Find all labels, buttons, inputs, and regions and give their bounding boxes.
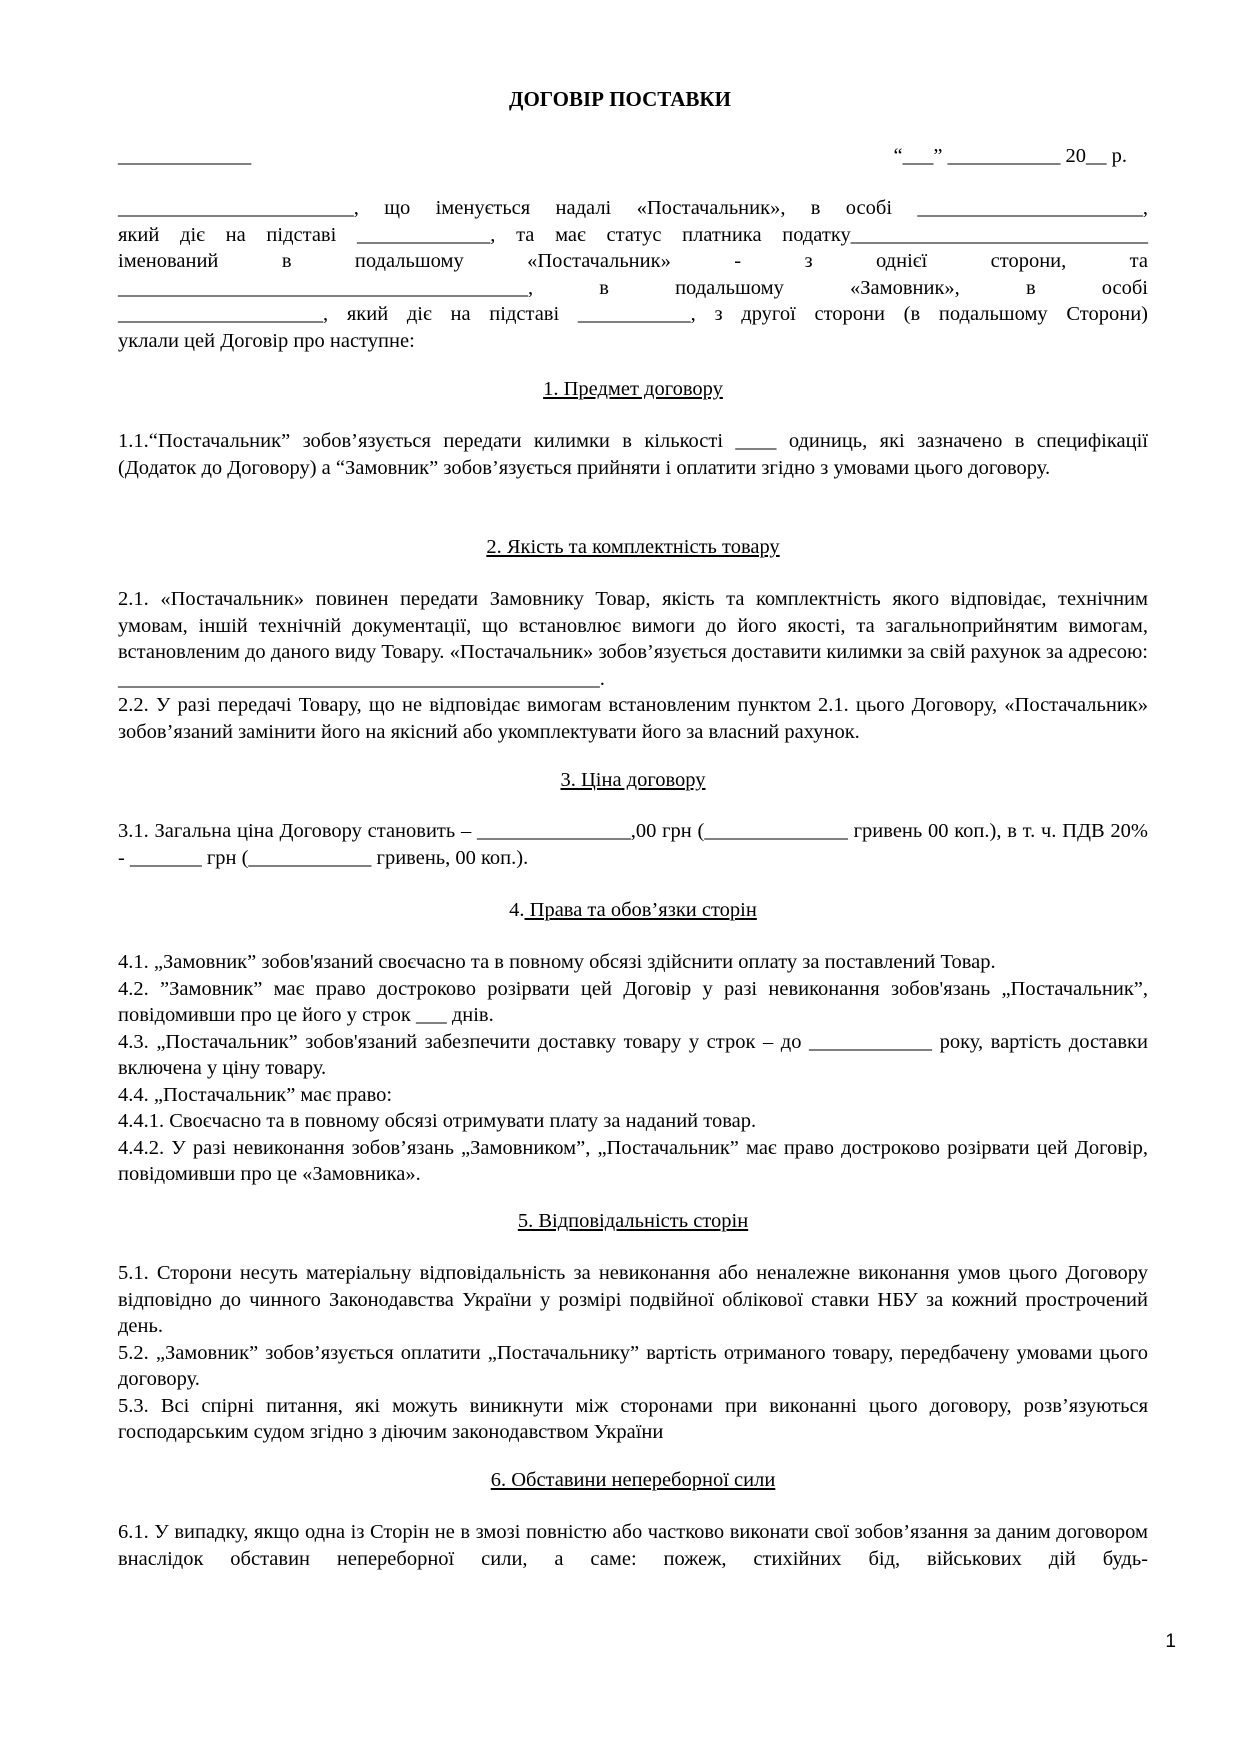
paragraph: 4.3. „Постачальник” зобов'язаний забезпечити доставку товару у строк – до ____________ року, вартість доставки включена у ціну товару. xyxy=(118,1030,1148,1079)
paragraph: 4.2. ”Замовник” має право достроково розірвати цей Договір у разі невиконання зобов'язань „Постачальник”, повідомивши про це його у строк ___ днів. xyxy=(118,977,1148,1026)
preamble-line: _______________________, що іменується надалі «Постачальник», в особі ______________________, xyxy=(118,197,1148,219)
paragraph: 5.2. „Замовник” зобов’язується оплатити „Постачальнику” вартість отриманого товару, передбачену умовами цього договору. xyxy=(118,1341,1148,1390)
paragraph: 4.4.1. Своєчасно та в повному обсязі отримувати плату за наданий товар. xyxy=(118,1110,757,1132)
section-body xyxy=(118,428,1148,481)
section-heading-text: 1. Предмет договору xyxy=(543,378,723,400)
section-heading-number: 4. xyxy=(509,899,525,921)
section-heading-text: 2. Якість та комплектність товару xyxy=(486,536,780,558)
preamble-line: уклали цей Договір про наступне: xyxy=(118,329,415,352)
page-number: 1 xyxy=(1165,1631,1176,1652)
preamble-line: ________________________________________, в подальшому «Замовник», в особі xyxy=(118,276,1148,299)
document-title: ДОГОВІР ПОСТАВКИ xyxy=(509,87,731,111)
preamble-line: іменований в подальшому «Постачальник» - з однієї сторони, та xyxy=(118,250,1148,272)
paragraph: 4.4. „Постачальник” має право: xyxy=(118,1083,393,1106)
paragraph: 5.3. Всі спірні питання, які можуть виникнути між сторонами при виконанні цього договору, розв’язуються господарським судом згідно з діючим законодавством України xyxy=(118,1394,1148,1443)
section-body xyxy=(118,1519,1148,1572)
section-heading xyxy=(118,1208,1148,1235)
section-heading xyxy=(118,897,1148,924)
contract-date: “___” ___________ 20__ р. xyxy=(893,145,1127,167)
paragraph: 6.1. У випадку, якщо одна із Сторін не в змозі повністю або частково виконати свої зобов’язання за даним договором внаслідок обставин непереборної сили, а саме: пожеж, стихійних бід, військових дій будь- xyxy=(118,1521,1148,1570)
contract-place: _____________ xyxy=(118,145,252,167)
preamble-line: який діє на підставі _____________, та має статус платника податку_____________________________ xyxy=(118,223,1148,246)
section-heading xyxy=(118,1467,1148,1494)
paragraph: 2.1. «Постачальник» повинен передати Замовнику Товар, якість та комплектність якого відповідає, технічним умовам, іншій технічній документації, що встановлює вимоги до його якості, та загальноприйнятим вимогам, встановленим до даного виду Товару. «Постачальник» зобов’язується доставити килимки за свій рахунок за адресою: _______________________________________________. xyxy=(118,588,1148,690)
paragraph: 4.1. „Замовник” зобов'язаний своєчасно та в повному обсязі здійснити оплату за поставлений Товар. xyxy=(118,951,996,973)
section-body xyxy=(118,1260,1148,1446)
paragraph: 3.1. Загальна ціна Договору становить – _______________,00 грн (______________ гривень 00 коп.), в т. ч. ПДВ 20% - _______ грн (____________ гривень, 00 коп.). xyxy=(118,820,1148,869)
paragraph: 1.1.“Постачальник” зобов’язується передати килимки в кількості ____ одиниць, які зазначено в специфікації (Додаток до Договору) а “Замовник” зобов’язується прийняти і оплатити згідно з умовами цього договору. xyxy=(118,430,1148,479)
section-heading-text: Права та обов’язки сторін xyxy=(524,899,757,921)
preamble xyxy=(118,195,1148,354)
section-heading-text: 6. Обставини непереборної сили xyxy=(490,1469,776,1491)
preamble-line: ____________________, який діє на підставі ___________, з другої сторони (в подальшому Сторони) xyxy=(118,303,1148,325)
section-body xyxy=(118,818,1148,871)
section-body xyxy=(118,949,1148,1188)
paragraph: 5.1. Сторони несуть матеріальну відповідальність за невиконання або неналежне виконання умов цього Договору відповідно до чинного Законодавства України у розмірі подвійної облікової ставки НБУ за кожний прострочений день. xyxy=(118,1262,1148,1337)
section-heading xyxy=(118,376,1148,403)
section-heading xyxy=(118,534,1148,561)
section-body xyxy=(118,586,1148,745)
paragraph: 4.4.2. У разі невиконання зобов’язань „Замовником”, „Постачальник” має право достроково розірвати цей Договір, повідомивши про це «Замовника». xyxy=(118,1136,1148,1185)
section-heading xyxy=(118,767,1148,794)
section-heading-text: 3. Ціна договору xyxy=(560,769,706,791)
paragraph: 2.2. У разі передачі Товару, що не відповідає вимогам встановленим пунктом 2.1. цього Договору, «Постачальник» зобов’язаний замінити його на якісний або укомплектувати його за власний рахунок. xyxy=(118,694,1148,743)
section-heading-text: 5. Відповідальність сторін xyxy=(517,1210,749,1232)
